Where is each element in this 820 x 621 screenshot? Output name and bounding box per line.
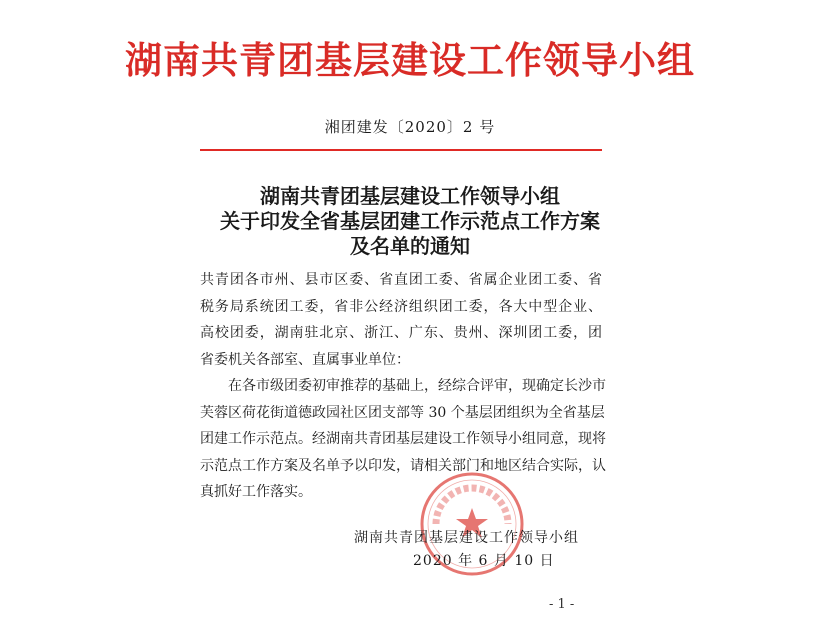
recipients-line: 税务局系统团工委，省非公经济组织团工委，各大中型企业、 — [200, 298, 602, 315]
signature-organization: 湖南共青团基层建设工作领导小组 — [354, 530, 579, 546]
document-body — [200, 267, 606, 506]
body-line: 团建工作示范点。经湖南共青团基层建设工作领导小组同意，现将 — [200, 431, 606, 447]
red-divider-line — [200, 149, 602, 151]
title-line-3: 及名单的通知 — [350, 234, 470, 258]
recipients-line: 省委机关各部室、直属事业单位： — [200, 351, 410, 368]
body-line: 芙蓉区荷花街道德政园社区团支部等 30 个基层团组织为全省基层 — [200, 404, 605, 421]
page-number: - 1 - — [549, 597, 575, 612]
recipients-line: 共青团各市州、县市区委、省直团工委、省属企业团工委、省 — [200, 272, 602, 288]
body-line: 真抓好工作落实。 — [200, 484, 312, 500]
recipients-line: 高校团委，湖南驻北京、浙江、广东、贵州、深圳团工委，团 — [200, 325, 602, 341]
document-title — [0, 184, 820, 259]
body-line: 在各市级团委初审推荐的基础上，经综合评审，现确定长沙市 — [228, 378, 606, 394]
title-line-2: 关于印发全省基层团建工作示范点工作方案 — [220, 209, 600, 233]
document-number: 湘团建发〔2020〕2 号 — [324, 118, 496, 136]
title-line-1: 湖南共青团基层建设工作领导小组 — [260, 184, 560, 208]
signature-date: 2020 年 6 月 10 日 — [413, 553, 555, 569]
body-line: 示范点工作方案及名单予以印发，请相关部门和地区结合实际，认 — [200, 457, 606, 474]
main-paragraph — [200, 373, 606, 506]
recipients-paragraph — [200, 267, 602, 373]
organization-header: 湖南共青团基层建设工作领导小组 — [125, 38, 695, 82]
